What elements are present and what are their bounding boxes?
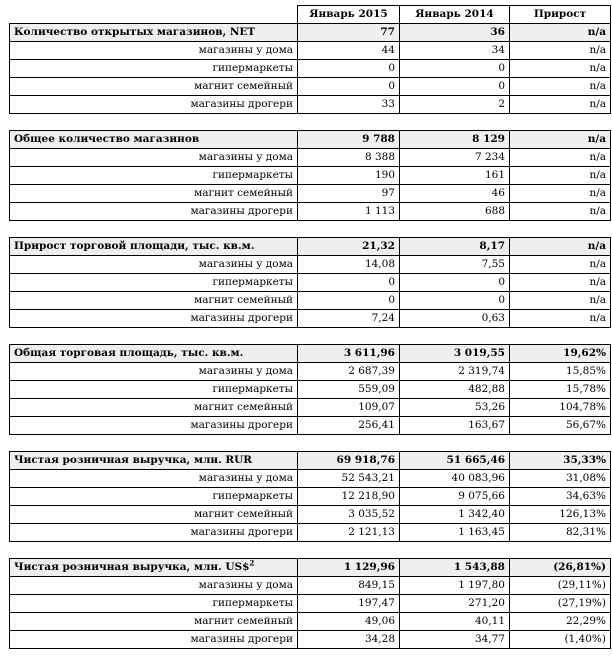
row-label: магазины дрогери [10, 203, 298, 221]
section-value-january-2014: 8,17 [400, 238, 510, 256]
table-row [10, 577, 611, 595]
row-label: магазины дрогери [10, 631, 298, 649]
section-spacer [10, 542, 611, 559]
section-title-text: Количество открытых магазинов, NET [14, 26, 256, 38]
section-value-january-2015: 9 788 [298, 131, 400, 149]
section-spacer [10, 114, 611, 131]
row-value-january-2015: 52 543,21 [298, 470, 400, 488]
row-value-january-2014: 1 197,80 [400, 577, 510, 595]
section-value-january-2014: 8 129 [400, 131, 510, 149]
row-value-january-2015: 1 113 [298, 203, 400, 221]
row-label: магазины дрогери [10, 96, 298, 114]
row-value-january-2015: 197,47 [298, 595, 400, 613]
row-value-january-2015: 109,07 [298, 399, 400, 417]
row-label: гипермаркеты [10, 60, 298, 78]
section-header-row [10, 559, 611, 577]
section-title [10, 238, 298, 256]
row-value-january-2014: 7,55 [400, 256, 510, 274]
table-row [10, 185, 611, 203]
section-value-growth: 35,33% [510, 452, 611, 470]
section-value-january-2014: 51 665,46 [400, 452, 510, 470]
row-value-january-2015: 97 [298, 185, 400, 203]
table-row [10, 292, 611, 310]
row-label: магнит семейный [10, 185, 298, 203]
row-label: магазины у дома [10, 470, 298, 488]
row-value-growth: n/a [510, 185, 611, 203]
table-row [10, 167, 611, 185]
table-row [10, 613, 611, 631]
section-value-january-2014: 3 019,55 [400, 345, 510, 363]
header-row [10, 6, 611, 24]
table-row [10, 595, 611, 613]
section-spacer [10, 221, 611, 238]
row-label: магнит семейный [10, 292, 298, 310]
table-row [10, 470, 611, 488]
row-value-january-2015: 2 687,39 [298, 363, 400, 381]
row-value-growth: n/a [510, 256, 611, 274]
footnote-marker: 2 [249, 558, 255, 568]
retail-kpi-table [9, 5, 611, 649]
row-value-january-2014: 46 [400, 185, 510, 203]
section-value-january-2014: 36 [400, 24, 510, 42]
table-row [10, 60, 611, 78]
row-value-growth: 15,85% [510, 363, 611, 381]
row-value-growth: 15,78% [510, 381, 611, 399]
row-value-growth: 56,67% [510, 417, 611, 435]
row-value-january-2014: 688 [400, 203, 510, 221]
row-value-growth: n/a [510, 167, 611, 185]
row-value-january-2015: 190 [298, 167, 400, 185]
row-label: магазины у дома [10, 256, 298, 274]
row-label: магазины у дома [10, 42, 298, 60]
row-value-january-2014: 34 [400, 42, 510, 60]
row-value-growth: n/a [510, 60, 611, 78]
table-row [10, 96, 611, 114]
section-header-row [10, 238, 611, 256]
table-row [10, 310, 611, 328]
table-row [10, 78, 611, 96]
section-title-text: Общая торговая площадь, тыс. кв.м. [14, 347, 244, 359]
section-value-growth: (26,81%) [510, 559, 611, 577]
section-title [10, 24, 298, 42]
row-value-growth: n/a [510, 292, 611, 310]
table-row [10, 42, 611, 60]
section-value-january-2015: 1 129,96 [298, 559, 400, 577]
section-spacer [10, 328, 611, 345]
section-value-january-2015: 3 611,96 [298, 345, 400, 363]
section-header-row [10, 131, 611, 149]
row-label: магазины у дома [10, 149, 298, 167]
section-header-row [10, 345, 611, 363]
row-label: магазины дрогери [10, 417, 298, 435]
row-value-growth: 34,63% [510, 488, 611, 506]
row-label: магнит семейный [10, 613, 298, 631]
section-value-growth: n/a [510, 238, 611, 256]
section-title-text: Чистая розничная выручка, млн. US$ [14, 561, 250, 573]
row-value-january-2015: 0 [298, 274, 400, 292]
row-value-growth: n/a [510, 96, 611, 114]
section-spacer [10, 435, 611, 452]
table-row [10, 417, 611, 435]
table-row [10, 631, 611, 649]
row-value-january-2015: 12 218,90 [298, 488, 400, 506]
row-value-growth: (29,11%) [510, 577, 611, 595]
row-value-january-2015: 7,24 [298, 310, 400, 328]
row-value-january-2015: 49,06 [298, 613, 400, 631]
row-value-january-2014: 0,63 [400, 310, 510, 328]
section-header-row [10, 452, 611, 470]
row-value-january-2015: 44 [298, 42, 400, 60]
section-title-text: Прирост торговой площади, тыс. кв.м. [14, 240, 255, 252]
row-value-growth: n/a [510, 78, 611, 96]
row-value-january-2014: 0 [400, 60, 510, 78]
row-value-january-2015: 0 [298, 78, 400, 96]
section-title-text: Чистая розничная выручка, млн. RUR [14, 454, 252, 466]
row-value-january-2015: 0 [298, 60, 400, 78]
row-label: гипермаркеты [10, 595, 298, 613]
row-value-growth: n/a [510, 274, 611, 292]
row-value-january-2014: 482,88 [400, 381, 510, 399]
section-title-text: Общее количество магазинов [14, 133, 200, 145]
row-value-january-2014: 9 075,66 [400, 488, 510, 506]
row-value-growth: n/a [510, 203, 611, 221]
row-label: магнит семейный [10, 506, 298, 524]
row-value-january-2014: 0 [400, 292, 510, 310]
header-january-2014: Январь 2014 [400, 6, 510, 24]
row-value-january-2015: 3 035,52 [298, 506, 400, 524]
row-value-january-2014: 0 [400, 78, 510, 96]
section-value-january-2015: 69 918,76 [298, 452, 400, 470]
row-value-january-2015: 0 [298, 292, 400, 310]
row-label: гипермаркеты [10, 488, 298, 506]
row-value-january-2014: 40,11 [400, 613, 510, 631]
table-row [10, 203, 611, 221]
section-title [10, 452, 298, 470]
row-value-january-2014: 34,77 [400, 631, 510, 649]
row-value-january-2014: 161 [400, 167, 510, 185]
table-row [10, 399, 611, 417]
row-label: магазины дрогери [10, 310, 298, 328]
row-value-january-2014: 163,67 [400, 417, 510, 435]
row-value-january-2014: 1 163,45 [400, 524, 510, 542]
table-row [10, 256, 611, 274]
table-row [10, 363, 611, 381]
section-value-growth: 19,62% [510, 345, 611, 363]
table-row [10, 506, 611, 524]
row-value-growth: n/a [510, 149, 611, 167]
table-row [10, 381, 611, 399]
row-value-growth: 22,29% [510, 613, 611, 631]
section-header-row [10, 24, 611, 42]
row-label: магнит семейный [10, 78, 298, 96]
section-value-growth: n/a [510, 131, 611, 149]
row-value-january-2015: 256,41 [298, 417, 400, 435]
table-row [10, 149, 611, 167]
row-value-growth: 104,78% [510, 399, 611, 417]
table-row [10, 524, 611, 542]
section-title [10, 559, 298, 577]
table-row [10, 488, 611, 506]
header-growth: Прирост [510, 6, 611, 24]
row-value-growth: n/a [510, 42, 611, 60]
row-value-growth: (27,19%) [510, 595, 611, 613]
row-value-january-2015: 559,09 [298, 381, 400, 399]
row-value-january-2014: 2 [400, 96, 510, 114]
section-value-january-2015: 77 [298, 24, 400, 42]
section-value-growth: n/a [510, 24, 611, 42]
section-title [10, 131, 298, 149]
row-value-growth: n/a [510, 310, 611, 328]
header-blank-cell [10, 6, 298, 24]
row-value-january-2014: 40 083,96 [400, 470, 510, 488]
row-label: гипермаркеты [10, 381, 298, 399]
row-value-january-2015: 849,15 [298, 577, 400, 595]
row-value-january-2014: 0 [400, 274, 510, 292]
row-value-january-2014: 7 234 [400, 149, 510, 167]
row-value-january-2014: 53,26 [400, 399, 510, 417]
header-january-2015: Январь 2015 [298, 6, 400, 24]
row-value-growth: (1,40%) [510, 631, 611, 649]
row-label: магазины у дома [10, 577, 298, 595]
row-value-january-2014: 1 342,40 [400, 506, 510, 524]
row-value-january-2015: 14,08 [298, 256, 400, 274]
section-value-january-2014: 1 543,88 [400, 559, 510, 577]
section-value-january-2015: 21,32 [298, 238, 400, 256]
row-label: гипермаркеты [10, 274, 298, 292]
row-label: магнит семейный [10, 399, 298, 417]
row-value-growth: 126,13% [510, 506, 611, 524]
table-row [10, 274, 611, 292]
row-label: гипермаркеты [10, 167, 298, 185]
row-value-growth: 31,08% [510, 470, 611, 488]
row-value-growth: 82,31% [510, 524, 611, 542]
row-value-january-2015: 33 [298, 96, 400, 114]
section-title [10, 345, 298, 363]
row-value-january-2014: 2 319,74 [400, 363, 510, 381]
row-value-january-2015: 2 121,13 [298, 524, 400, 542]
row-value-january-2015: 8 388 [298, 149, 400, 167]
row-label: магазины у дома [10, 363, 298, 381]
row-value-january-2015: 34,28 [298, 631, 400, 649]
row-value-january-2014: 271,20 [400, 595, 510, 613]
row-label: магазины дрогери [10, 524, 298, 542]
